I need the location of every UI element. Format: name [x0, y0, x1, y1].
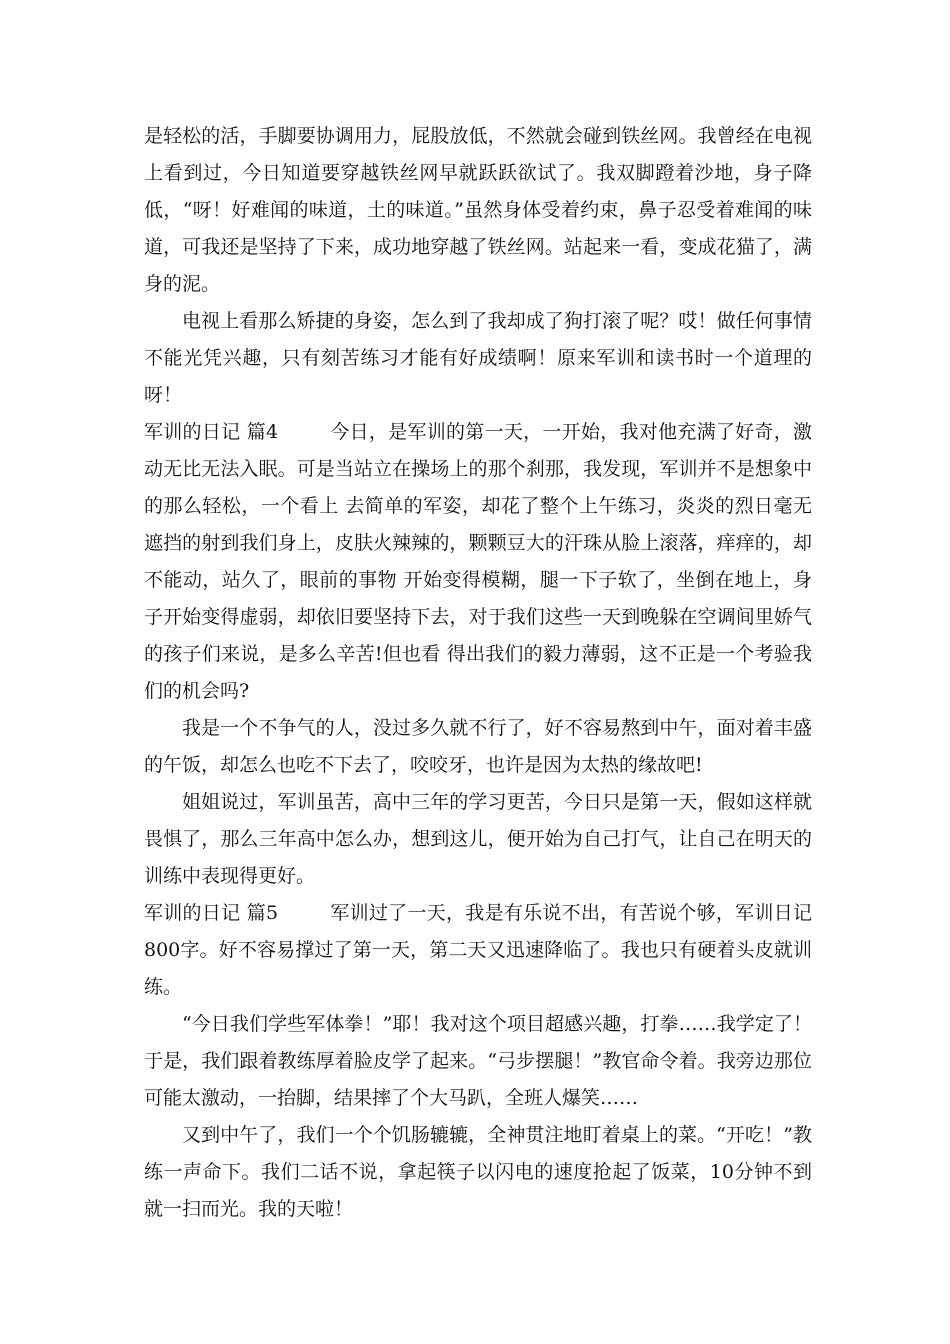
paragraph-5: 姐姐说过，军训虽苦，高中三年的学习更苦，今日只是第一天，假如这样就畏惧了，那么三年高中怎么办，想到这儿，便开始为自己打气，让自己在明天的训练中表现得更好。	[144, 791, 812, 887]
paragraph-2: 电视上看那么矫捷的身姿，怎么到了我却成了狗打滚了呢？哎！做任何事情不能光凭兴趣，只有刻苦练习才能有好成绩啊！原来军训和读书时一个道理的呀！	[144, 310, 812, 406]
section-entry-5	[144, 895, 812, 1006]
section-heading-5: 军训的日记 篇5	[144, 902, 279, 924]
paragraph-7: “今日我们学些军体拳！”耶！我对这个项目超感兴趣，打拳……我学定了！于是，我们跟着教练厚着脸皮学了起来。“弓步摆腿！”教官命令着。我旁边那位可能太激动，一抬脚，结果摔了个大马趴，全班人爆笑……	[144, 1013, 812, 1109]
section-body-5: 军训过了一天，我是有乐说不出，有苦说个够，军训日记800字。好不容易撑过了第一天，第二天又迅速降临了。我也只有硬着头皮就训练。	[144, 902, 812, 998]
document-page	[144, 118, 812, 1228]
paragraph-4: 我是一个不争气的人，没过多久就不行了，好不容易熬到中午，面对着丰盛的午饭，却怎么也吃不下去了，咬咬牙，也许是因为太热的缘故吧!	[144, 717, 812, 776]
section-entry-4	[144, 414, 812, 710]
paragraph-1: 是轻松的活，手脚要协调用力，屁股放低，不然就会碰到铁丝网。我曾经在电视上看到过，今日知道要穿越铁丝网早就跃跃欲试了。我双脚蹬着沙地，身子降低，“呀！好难闻的味道，土的味道。”虽然身体受着约束，鼻子忍受着难闻的味道，可我还是坚持了下来，成功地穿越了铁丝网。站起来一看，变成花猫了，满身的泥。	[144, 125, 812, 295]
section-body-4: 今日，是军训的第一天，一开始，我对他充满了好奇，激动无比无法入眠。可是当站立在操场上的那个刹那，我发现，军训并不是想象中的那么轻松，一个看上 去简单的军姿，却花了整个上午练习，炎炎的烈日毫无遮挡的射到我们身上，皮肤火辣辣的，颗颗豆大的汗珠从脸上滚落，痒痒的，却不能动，站久了，眼前的事物 开始变得模糊，腿一下子软了，坐倒在地上，身子开始变得虚弱，却依旧要坚持下去，对于我们这些一天到晚躲在空调间里娇气的孩子们来说，是多么辛苦!但也看 得出我们的毅力薄弱，这不正是一个考验我们的机会吗?	[144, 421, 812, 702]
section-heading-4: 军训的日记 篇4	[144, 421, 279, 443]
paragraph-8: 又到中午了，我们一个个饥肠辘辘，全神贯注地盯着桌上的菜。“开吃！”教练一声命下。我们二话不说，拿起筷子以闪电的速度抢起了饭菜，10分钟不到就一扫而光。我的天啦！	[144, 1124, 812, 1220]
